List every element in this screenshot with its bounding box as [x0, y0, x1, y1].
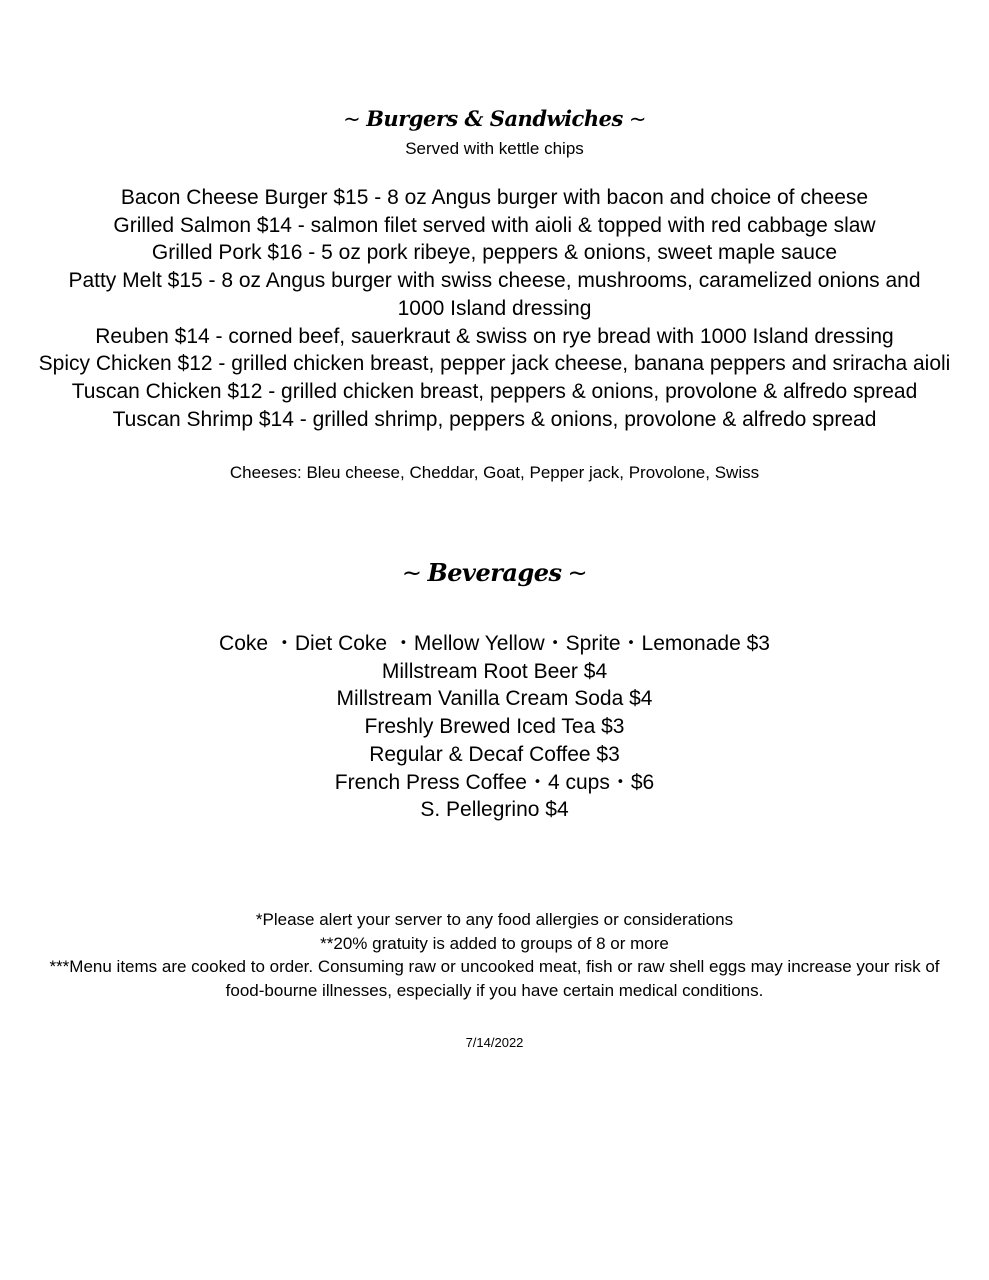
beverage-items-list	[0, 630, 989, 824]
beverages-section-title	[0, 558, 989, 587]
tilde-ornament-left: ~	[343, 107, 361, 131]
beverage-item: French Press Coffee・4 cups・$6	[334, 770, 655, 794]
burgers-subtitle: Served with kettle chips	[405, 139, 584, 158]
beverage-item: Millstream Root Beer $4	[381, 659, 608, 683]
beverage-item: S. Pellegrino $4	[420, 798, 569, 822]
tilde-ornament-right: ~	[567, 559, 588, 587]
menu-item: Patty Melt $15 - 8 oz Angus burger with swiss cheese, mushrooms, caramelized onions and	[68, 269, 921, 293]
food-safety-note-continuation: food-bourne illnesses, especially if you have certain medical conditions.	[225, 981, 764, 1001]
menu-item: Spicy Chicken $12 - grilled chicken breast, pepper jack cheese, banana peppers and sriracha aioli	[38, 352, 951, 376]
beverage-item: Coke ・Diet Coke ・Mellow Yellow・Sprite・Lemonade $3	[219, 632, 770, 655]
gratuity-note: **20% gratuity is added to groups of 8 or more	[320, 933, 669, 953]
menu-item: Bacon Cheese Burger $15 - 8 oz Angus burger with bacon and choice of cheese	[120, 186, 869, 209]
menu-date: 7/14/2022	[465, 1035, 524, 1050]
menu-item: Grilled Pork $16 - 5 oz pork ribeye, peppers & onions, sweet maple sauce	[151, 241, 838, 265]
burgers-section-title	[0, 106, 989, 131]
beverages-title-text: Beverages	[427, 558, 562, 587]
menu-item: Tuscan Shrimp $14 - grilled shrimp, peppers & onions, provolone & alfredo spread	[112, 407, 877, 431]
beverage-item: Regular & Decaf Coffee $3	[369, 742, 620, 766]
burger-items-list	[0, 184, 989, 433]
cheese-options: Cheeses: Bleu cheese, Cheddar, Goat, Pepper jack, Provolone, Swiss	[229, 463, 760, 482]
beverage-item: Millstream Vanilla Cream Soda $4	[336, 687, 653, 711]
menu-item-continuation: 1000 Island dressing	[397, 296, 592, 320]
beverage-item: Freshly Brewed Iced Tea $3	[364, 715, 625, 739]
tilde-ornament-right: ~	[628, 107, 646, 131]
menu-item: Reuben $14 - corned beef, sauerkraut & swiss on rye bread with 1000 Island dressing	[95, 324, 894, 348]
menu-item: Tuscan Chicken $12 - grilled chicken breast, peppers & onions, provolone & alfredo spread	[71, 379, 918, 403]
allergy-note: *Please alert your server to any food allergies or considerations	[255, 910, 734, 929]
tilde-ornament-left: ~	[401, 559, 422, 587]
burgers-title-text: Burgers & Sandwiches	[366, 106, 623, 131]
food-safety-note: ***Menu items are cooked to order. Consuming raw or uncooked meat, fish or raw shell eggs may increase your risk of	[49, 957, 940, 977]
menu-item: Grilled Salmon $14 - salmon filet served with aioli & topped with red cabbage slaw	[113, 213, 876, 237]
menu-notes	[0, 908, 989, 1003]
